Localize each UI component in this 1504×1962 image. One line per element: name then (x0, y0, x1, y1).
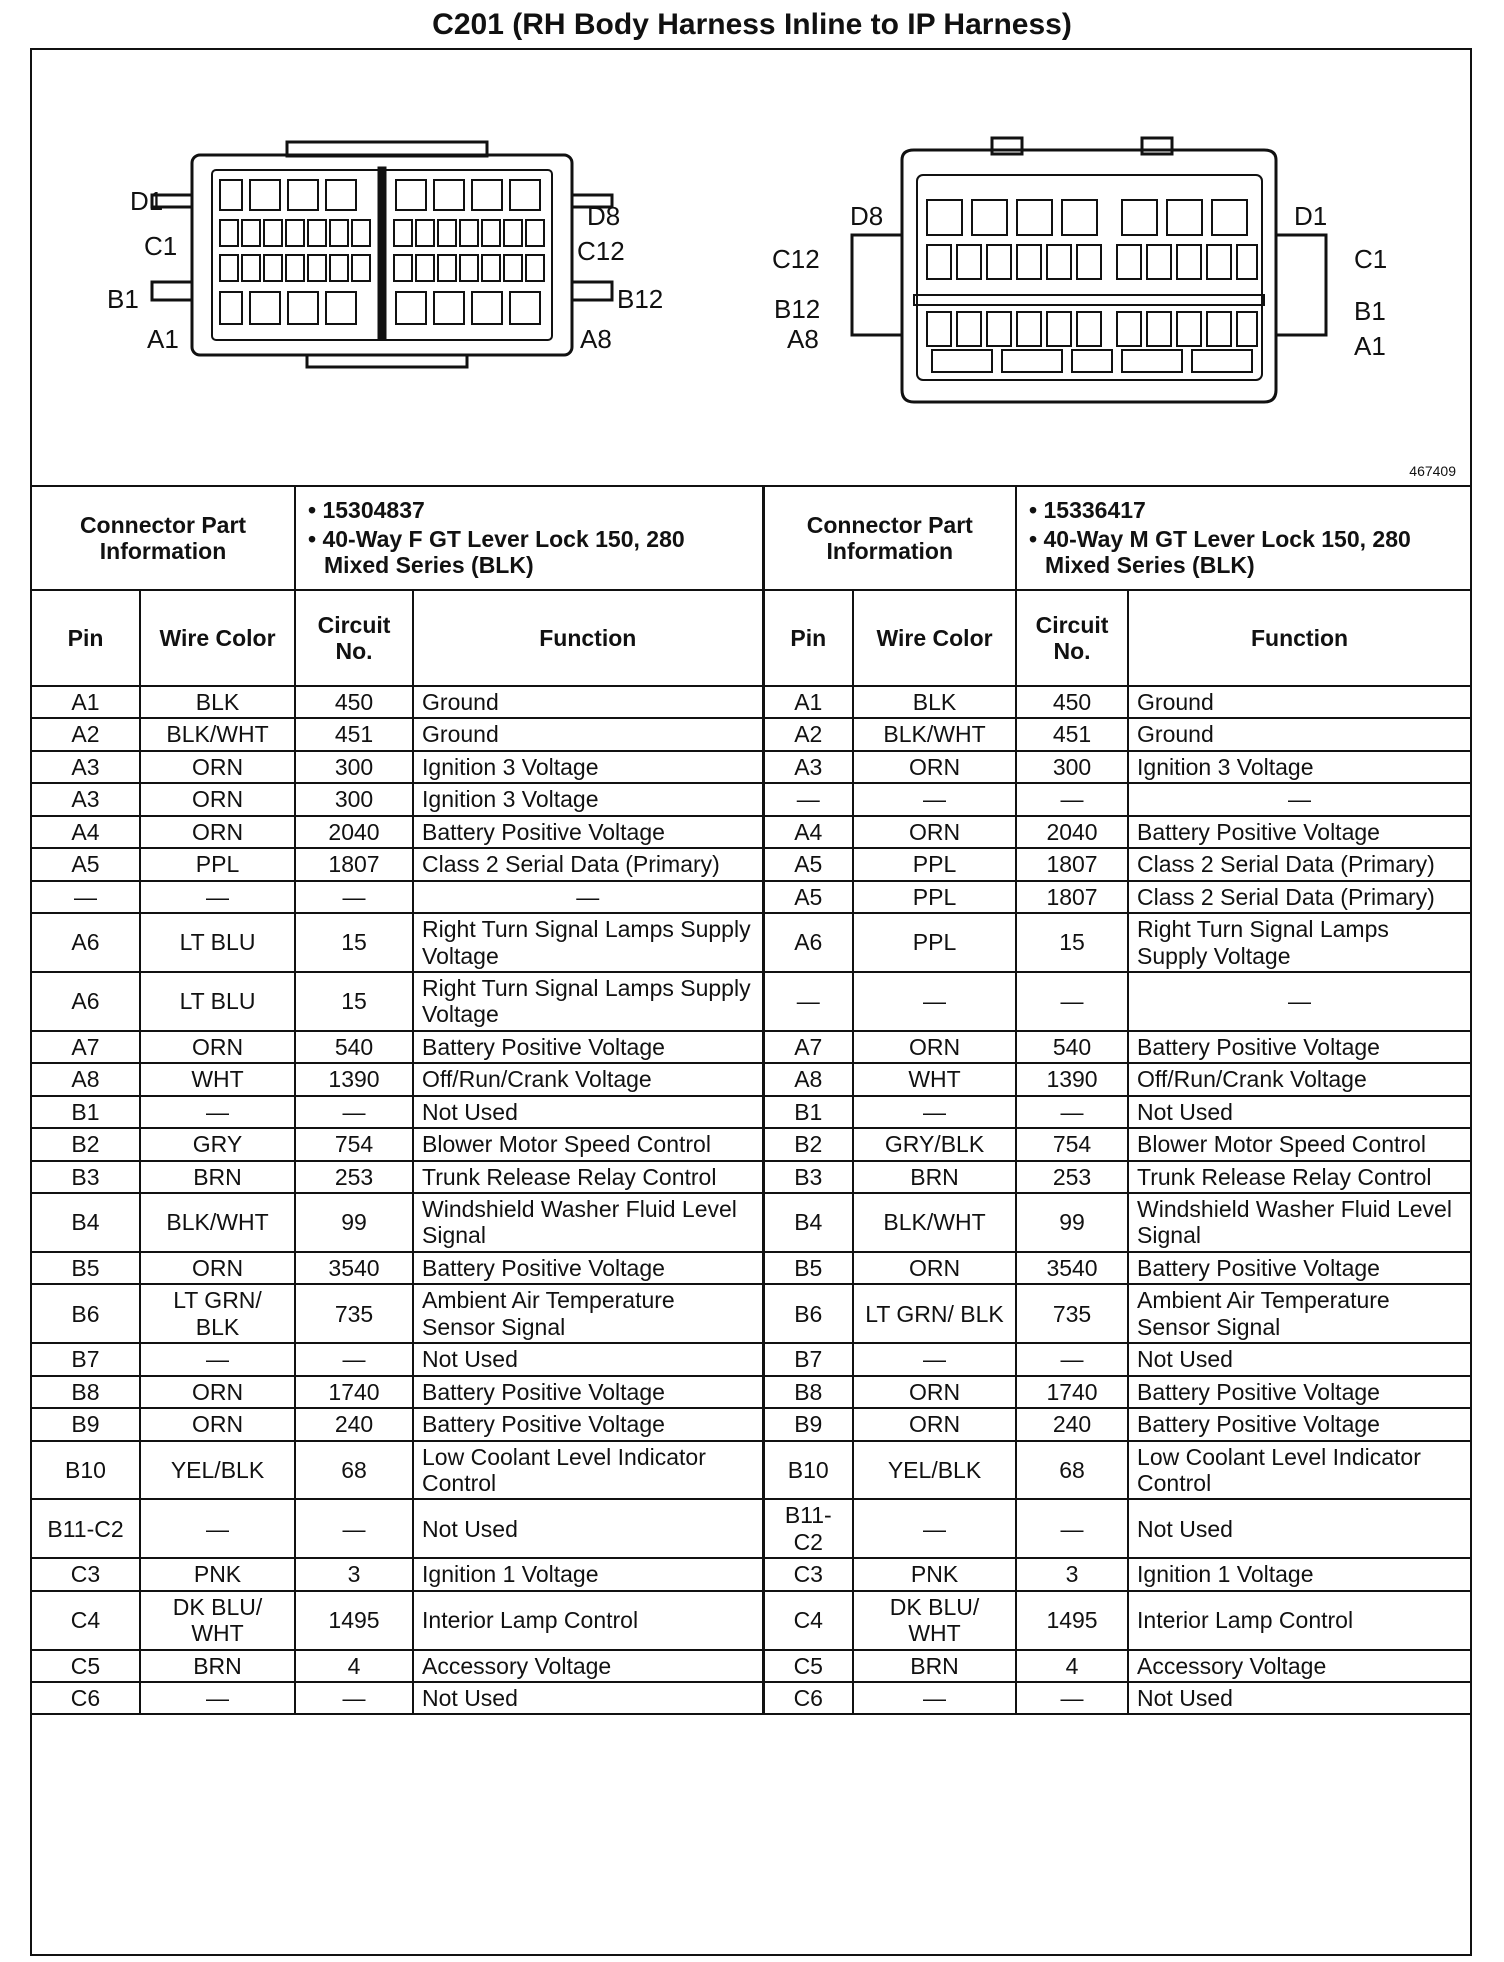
right-function-cell: — (1128, 972, 1470, 1031)
left-wire-color-cell: YEL/BLK (140, 1441, 295, 1500)
right-function-cell: Ignition 3 Voltage (1128, 751, 1470, 783)
left-circuit-cell: 754 (295, 1128, 413, 1160)
table-row (32, 1499, 1470, 1558)
left-function-cell: Trunk Release Relay Control (413, 1161, 763, 1193)
right-pin-cell: C4 (763, 1591, 853, 1650)
left-pin-cell: A2 (32, 718, 140, 750)
right-circuit-cell: 1390 (1016, 1063, 1128, 1095)
column-header-row (32, 590, 1470, 686)
right-label-b1: B1 (1354, 296, 1386, 326)
left-function-cell: Right Turn Signal Lamps Supply Voltage (413, 972, 763, 1031)
left-function-cell: — (413, 881, 763, 913)
right-circuit-cell: 1807 (1016, 848, 1128, 880)
right-pin-cell: A8 (763, 1063, 853, 1095)
right-function-cell: Not Used (1128, 1499, 1470, 1558)
table-row (32, 1441, 1470, 1500)
left-circuit-cell: 3 (295, 1558, 413, 1590)
table-row (32, 881, 1470, 913)
right-pin-cell: A3 (763, 751, 853, 783)
right-part-number: 15336417 (1043, 497, 1146, 524)
left-pin-cell: A3 (32, 751, 140, 783)
right-label-c1: C1 (1354, 244, 1388, 274)
left-circuit-cell: — (295, 1682, 413, 1714)
right-header-color: Wire Color (853, 590, 1016, 686)
left-pin-cell: A3 (32, 783, 140, 815)
left-pin-cell: C4 (32, 1591, 140, 1650)
right-wire-color-cell: PPL (853, 881, 1016, 913)
right-circuit-cell: 3 (1016, 1558, 1128, 1590)
right-wire-color-cell: — (853, 783, 1016, 815)
left-wire-color-cell: BLK/WHT (140, 718, 295, 750)
left-label-c12: C12 (577, 236, 625, 266)
left-header-color: Wire Color (140, 590, 295, 686)
right-circuit-cell: 99 (1016, 1193, 1128, 1252)
figure-id: 467409 (1409, 463, 1456, 479)
right-circuit-cell: 1495 (1016, 1591, 1128, 1650)
left-pin-cell: A1 (32, 686, 140, 718)
right-wire-color-cell: PPL (853, 848, 1016, 880)
right-pin-cell: A2 (763, 718, 853, 750)
left-pin-cell: B2 (32, 1128, 140, 1160)
right-label-c12: C12 (772, 244, 820, 274)
right-circuit-cell: 253 (1016, 1161, 1128, 1193)
right-wire-color-cell: PNK (853, 1558, 1016, 1590)
left-function-cell: Low Coolant Level Indicator Control (413, 1441, 763, 1500)
right-circuit-cell: 300 (1016, 751, 1128, 783)
left-wire-color-cell: — (140, 881, 295, 913)
left-wire-color-cell: ORN (140, 1408, 295, 1440)
left-label-d1: D1 (130, 186, 164, 216)
right-pin-cell: A4 (763, 816, 853, 848)
left-wire-color-cell: WHT (140, 1063, 295, 1095)
left-function-cell: Ground (413, 718, 763, 750)
left-circuit-cell: — (295, 1499, 413, 1558)
right-part-label: Connector Part Information (763, 486, 1016, 590)
right-function-cell: Off/Run/Crank Voltage (1128, 1063, 1470, 1095)
right-pin-cell: B10 (763, 1441, 853, 1500)
left-function-cell: Right Turn Signal Lamps Supply Voltage (413, 913, 763, 972)
right-function-cell: Ground (1128, 718, 1470, 750)
right-wire-color-cell: — (853, 972, 1016, 1031)
table-row (32, 816, 1470, 848)
left-function-cell: Interior Lamp Control (413, 1591, 763, 1650)
right-part-desc: 40-Way M GT Lever Lock 150, 280 Mixed Series (BLK) (1043, 525, 1411, 579)
document-frame (30, 48, 1472, 1956)
right-circuit-cell: 4 (1016, 1650, 1128, 1682)
right-wire-color-cell: BLK (853, 686, 1016, 718)
right-pin-cell: A6 (763, 913, 853, 972)
right-pin-cell: — (763, 972, 853, 1031)
table-row (32, 1096, 1470, 1128)
right-circuit-cell: — (1016, 1096, 1128, 1128)
connector-part-row (32, 486, 1470, 590)
left-circuit-cell: — (295, 881, 413, 913)
left-function-cell: Not Used (413, 1096, 763, 1128)
right-circuit-cell: 2040 (1016, 816, 1128, 848)
right-wire-color-cell: BRN (853, 1650, 1016, 1682)
left-pin-cell: B10 (32, 1441, 140, 1500)
table-row (32, 1031, 1470, 1063)
left-wire-color-cell: BLK/WHT (140, 1193, 295, 1252)
right-wire-color-cell: — (853, 1499, 1016, 1558)
right-function-cell: Battery Positive Voltage (1128, 816, 1470, 848)
right-wire-color-cell: PPL (853, 913, 1016, 972)
right-function-cell: Ambient Air Temperature Sensor Signal (1128, 1284, 1470, 1343)
right-wire-color-cell: YEL/BLK (853, 1441, 1016, 1500)
table-row (32, 913, 1470, 972)
left-circuit-cell: 3540 (295, 1252, 413, 1284)
left-wire-color-cell: LT BLU (140, 972, 295, 1031)
right-circuit-cell: 68 (1016, 1441, 1128, 1500)
left-function-cell: Windshield Washer Fluid Level Signal (413, 1193, 763, 1252)
left-circuit-cell: 1740 (295, 1376, 413, 1408)
left-function-cell: Not Used (413, 1682, 763, 1714)
right-pin-cell: B2 (763, 1128, 853, 1160)
right-function-cell: Not Used (1128, 1096, 1470, 1128)
table-row (32, 1252, 1470, 1284)
left-function-cell: Ambient Air Temperature Sensor Signal (413, 1284, 763, 1343)
left-wire-color-cell: — (140, 1682, 295, 1714)
right-function-cell: — (1128, 783, 1470, 815)
right-function-cell: Ignition 1 Voltage (1128, 1558, 1470, 1590)
right-pin-cell: B8 (763, 1376, 853, 1408)
left-pin-cell: B7 (32, 1343, 140, 1375)
right-pin-cell: C3 (763, 1558, 853, 1590)
left-circuit-cell: 451 (295, 718, 413, 750)
left-pin-cell: C3 (32, 1558, 140, 1590)
left-wire-color-cell: PPL (140, 848, 295, 880)
right-wire-color-cell: ORN (853, 1408, 1016, 1440)
page-title: C201 (RH Body Harness Inline to IP Harness) (432, 8, 1072, 41)
right-pin-cell: — (763, 783, 853, 815)
table-row (32, 1558, 1470, 1590)
left-label-b12: B12 (617, 284, 664, 314)
right-wire-color-cell: ORN (853, 1376, 1016, 1408)
table-row (32, 1682, 1470, 1714)
left-circuit-cell: 99 (295, 1193, 413, 1252)
left-pin-cell: A7 (32, 1031, 140, 1063)
left-part-label: Connector Part Information (32, 486, 295, 590)
left-function-cell: Accessory Voltage (413, 1650, 763, 1682)
right-function-cell: Not Used (1128, 1343, 1470, 1375)
left-function-cell: Ignition 3 Voltage (413, 751, 763, 783)
left-circuit-cell: 540 (295, 1031, 413, 1063)
left-circuit-cell: 15 (295, 972, 413, 1031)
table-row (32, 972, 1470, 1031)
right-circuit-cell: — (1016, 1499, 1128, 1558)
right-circuit-cell: — (1016, 1682, 1128, 1714)
right-pin-cell: B11-C2 (763, 1499, 853, 1558)
right-pin-cell: B4 (763, 1193, 853, 1252)
table-row (32, 1063, 1470, 1095)
left-function-cell: Not Used (413, 1343, 763, 1375)
right-function-cell: Class 2 Serial Data (Primary) (1128, 848, 1470, 880)
right-function-cell: Right Turn Signal Lamps Supply Voltage (1128, 913, 1470, 972)
left-circuit-cell: 68 (295, 1441, 413, 1500)
right-circuit-cell: 15 (1016, 913, 1128, 972)
left-wire-color-cell: ORN (140, 1252, 295, 1284)
left-circuit-cell: 450 (295, 686, 413, 718)
right-wire-color-cell: LT GRN/ BLK (853, 1284, 1016, 1343)
left-label-b1: B1 (107, 284, 139, 314)
left-label-c1: C1 (144, 231, 178, 261)
right-wire-color-cell: — (853, 1096, 1016, 1128)
right-label-a8: A8 (787, 324, 819, 354)
left-wire-color-cell: ORN (140, 751, 295, 783)
left-function-cell: Battery Positive Voltage (413, 816, 763, 848)
table-row (32, 686, 1470, 718)
right-label-a1: A1 (1354, 331, 1386, 361)
left-wire-color-cell: — (140, 1096, 295, 1128)
left-pin-cell: B5 (32, 1252, 140, 1284)
left-label-d8: D8 (587, 201, 621, 231)
left-circuit-cell: 1807 (295, 848, 413, 880)
left-function-cell: Battery Positive Voltage (413, 1376, 763, 1408)
table-row (32, 1408, 1470, 1440)
right-label-d1: D1 (1294, 201, 1328, 231)
left-function-cell: Ignition 3 Voltage (413, 783, 763, 815)
table-row (32, 1591, 1470, 1650)
left-pin-cell: B6 (32, 1284, 140, 1343)
table-row (32, 751, 1470, 783)
left-function-cell: Not Used (413, 1499, 763, 1558)
right-wire-color-cell: ORN (853, 1252, 1016, 1284)
right-pin-cell: A7 (763, 1031, 853, 1063)
connector-diagram (32, 50, 1470, 487)
left-circuit-cell: 253 (295, 1161, 413, 1193)
right-pin-cell: C6 (763, 1682, 853, 1714)
right-part-info: • 15336417 • 40-Way M GT Lever Lock 150, 280 Mixed Series (BLK) (1016, 486, 1470, 590)
right-wire-color-cell: BRN (853, 1161, 1016, 1193)
left-pin-cell: A8 (32, 1063, 140, 1095)
right-pin-cell: B5 (763, 1252, 853, 1284)
right-function-cell: Battery Positive Voltage (1128, 1252, 1470, 1284)
left-label-a1: A1 (147, 324, 179, 354)
right-function-cell: Class 2 Serial Data (Primary) (1128, 881, 1470, 913)
right-function-cell: Blower Motor Speed Control (1128, 1128, 1470, 1160)
right-function-cell: Not Used (1128, 1682, 1470, 1714)
left-wire-color-cell: — (140, 1343, 295, 1375)
right-circuit-cell: — (1016, 783, 1128, 815)
right-header-circuit: Circuit No. (1016, 590, 1128, 686)
right-pin-cell: B9 (763, 1408, 853, 1440)
right-function-cell: Battery Positive Voltage (1128, 1408, 1470, 1440)
right-circuit-cell: — (1016, 1343, 1128, 1375)
left-function-cell: Ignition 1 Voltage (413, 1558, 763, 1590)
left-part-info: • 15304837 • 40-Way F GT Lever Lock 150, 280 Mixed Series (BLK) (295, 486, 763, 590)
left-circuit-cell: 4 (295, 1650, 413, 1682)
table-row (32, 1376, 1470, 1408)
right-wire-color-cell: ORN (853, 751, 1016, 783)
left-function-cell: Battery Positive Voltage (413, 1408, 763, 1440)
table-row (32, 1343, 1470, 1375)
right-circuit-cell: 450 (1016, 686, 1128, 718)
male-connector-drawing (852, 138, 1326, 402)
left-pin-cell: — (32, 881, 140, 913)
left-wire-color-cell: — (140, 1499, 295, 1558)
right-function-cell: Trunk Release Relay Control (1128, 1161, 1470, 1193)
right-header-pin: Pin (763, 590, 853, 686)
left-pin-cell: A6 (32, 913, 140, 972)
left-function-cell: Battery Positive Voltage (413, 1252, 763, 1284)
right-function-cell: Windshield Washer Fluid Level Signal (1128, 1193, 1470, 1252)
right-function-cell: Battery Positive Voltage (1128, 1376, 1470, 1408)
right-pin-cell: A5 (763, 848, 853, 880)
right-pin-cell: A1 (763, 686, 853, 718)
pinout-table (32, 485, 1470, 1715)
left-circuit-cell: — (295, 1343, 413, 1375)
right-circuit-cell: 1740 (1016, 1376, 1128, 1408)
right-wire-color-cell: ORN (853, 1031, 1016, 1063)
left-wire-color-cell: BLK (140, 686, 295, 718)
right-wire-color-cell: DK BLU/ WHT (853, 1591, 1016, 1650)
left-wire-color-cell: ORN (140, 1031, 295, 1063)
right-circuit-cell: 3540 (1016, 1252, 1128, 1284)
table-row (32, 718, 1470, 750)
left-circuit-cell: 1390 (295, 1063, 413, 1095)
left-header-circuit: Circuit No. (295, 590, 413, 686)
right-wire-color-cell: ORN (853, 816, 1016, 848)
left-pin-cell: B11-C2 (32, 1499, 140, 1558)
left-pin-cell: B8 (32, 1376, 140, 1408)
left-pin-cell: A5 (32, 848, 140, 880)
right-label-b12: B12 (774, 294, 821, 324)
right-pin-cell: B6 (763, 1284, 853, 1343)
right-function-cell: Interior Lamp Control (1128, 1591, 1470, 1650)
right-circuit-cell: 540 (1016, 1031, 1128, 1063)
left-label-a8: A8 (580, 324, 612, 354)
left-pin-cell: B4 (32, 1193, 140, 1252)
left-circuit-cell: 240 (295, 1408, 413, 1440)
left-wire-color-cell: LT BLU (140, 913, 295, 972)
right-pin-cell: B3 (763, 1161, 853, 1193)
left-pin-cell: C6 (32, 1682, 140, 1714)
right-circuit-cell: 451 (1016, 718, 1128, 750)
right-wire-color-cell: — (853, 1343, 1016, 1375)
table-row (32, 1284, 1470, 1343)
right-pin-cell: B7 (763, 1343, 853, 1375)
connector-drawings (32, 50, 1470, 485)
table-row (32, 783, 1470, 815)
left-pin-cell: B3 (32, 1161, 140, 1193)
table-row (32, 1650, 1470, 1682)
right-wire-color-cell: GRY/BLK (853, 1128, 1016, 1160)
left-wire-color-cell: DK BLU/ WHT (140, 1591, 295, 1650)
left-wire-color-cell: GRY (140, 1128, 295, 1160)
right-pin-cell: C5 (763, 1650, 853, 1682)
left-function-cell: Blower Motor Speed Control (413, 1128, 763, 1160)
left-pin-cell: B1 (32, 1096, 140, 1128)
female-connector-drawing (152, 142, 612, 367)
left-function-cell: Ground (413, 686, 763, 718)
right-label-d8: D8 (850, 201, 884, 231)
right-wire-color-cell: — (853, 1682, 1016, 1714)
right-circuit-cell: 1807 (1016, 881, 1128, 913)
left-pin-cell: A6 (32, 972, 140, 1031)
left-header-pin: Pin (32, 590, 140, 686)
left-circuit-cell: 1495 (295, 1591, 413, 1650)
left-wire-color-cell: ORN (140, 783, 295, 815)
left-function-cell: Off/Run/Crank Voltage (413, 1063, 763, 1095)
left-circuit-cell: — (295, 1096, 413, 1128)
right-function-cell: Low Coolant Level Indicator Control (1128, 1441, 1470, 1500)
right-pin-cell: B1 (763, 1096, 853, 1128)
right-pin-cell: A5 (763, 881, 853, 913)
right-wire-color-cell: BLK/WHT (853, 1193, 1016, 1252)
left-function-cell: Battery Positive Voltage (413, 1031, 763, 1063)
left-wire-color-cell: BRN (140, 1161, 295, 1193)
right-header-function: Function (1128, 590, 1470, 686)
right-circuit-cell: 754 (1016, 1128, 1128, 1160)
left-wire-color-cell: LT GRN/ BLK (140, 1284, 295, 1343)
right-function-cell: Ground (1128, 686, 1470, 718)
left-pin-cell: A4 (32, 816, 140, 848)
table-row (32, 848, 1470, 880)
left-circuit-cell: 300 (295, 783, 413, 815)
left-part-desc: 40-Way F GT Lever Lock 150, 280 Mixed Series (BLK) (322, 525, 685, 579)
right-circuit-cell: 735 (1016, 1284, 1128, 1343)
left-circuit-cell: 15 (295, 913, 413, 972)
left-wire-color-cell: BRN (140, 1650, 295, 1682)
right-wire-color-cell: BLK/WHT (853, 718, 1016, 750)
left-wire-color-cell: PNK (140, 1558, 295, 1590)
right-circuit-cell: — (1016, 972, 1128, 1031)
left-function-cell: Class 2 Serial Data (Primary) (413, 848, 763, 880)
left-circuit-cell: 735 (295, 1284, 413, 1343)
left-part-number: 15304837 (322, 497, 425, 524)
table-row (32, 1193, 1470, 1252)
left-circuit-cell: 2040 (295, 816, 413, 848)
left-circuit-cell: 300 (295, 751, 413, 783)
table-row (32, 1161, 1470, 1193)
right-wire-color-cell: WHT (853, 1063, 1016, 1095)
table-row (32, 1128, 1470, 1160)
left-wire-color-cell: ORN (140, 816, 295, 848)
right-circuit-cell: 240 (1016, 1408, 1128, 1440)
left-header-function: Function (413, 590, 763, 686)
left-pin-cell: B9 (32, 1408, 140, 1440)
right-function-cell: Battery Positive Voltage (1128, 1031, 1470, 1063)
left-wire-color-cell: ORN (140, 1376, 295, 1408)
left-pin-cell: C5 (32, 1650, 140, 1682)
right-function-cell: Accessory Voltage (1128, 1650, 1470, 1682)
